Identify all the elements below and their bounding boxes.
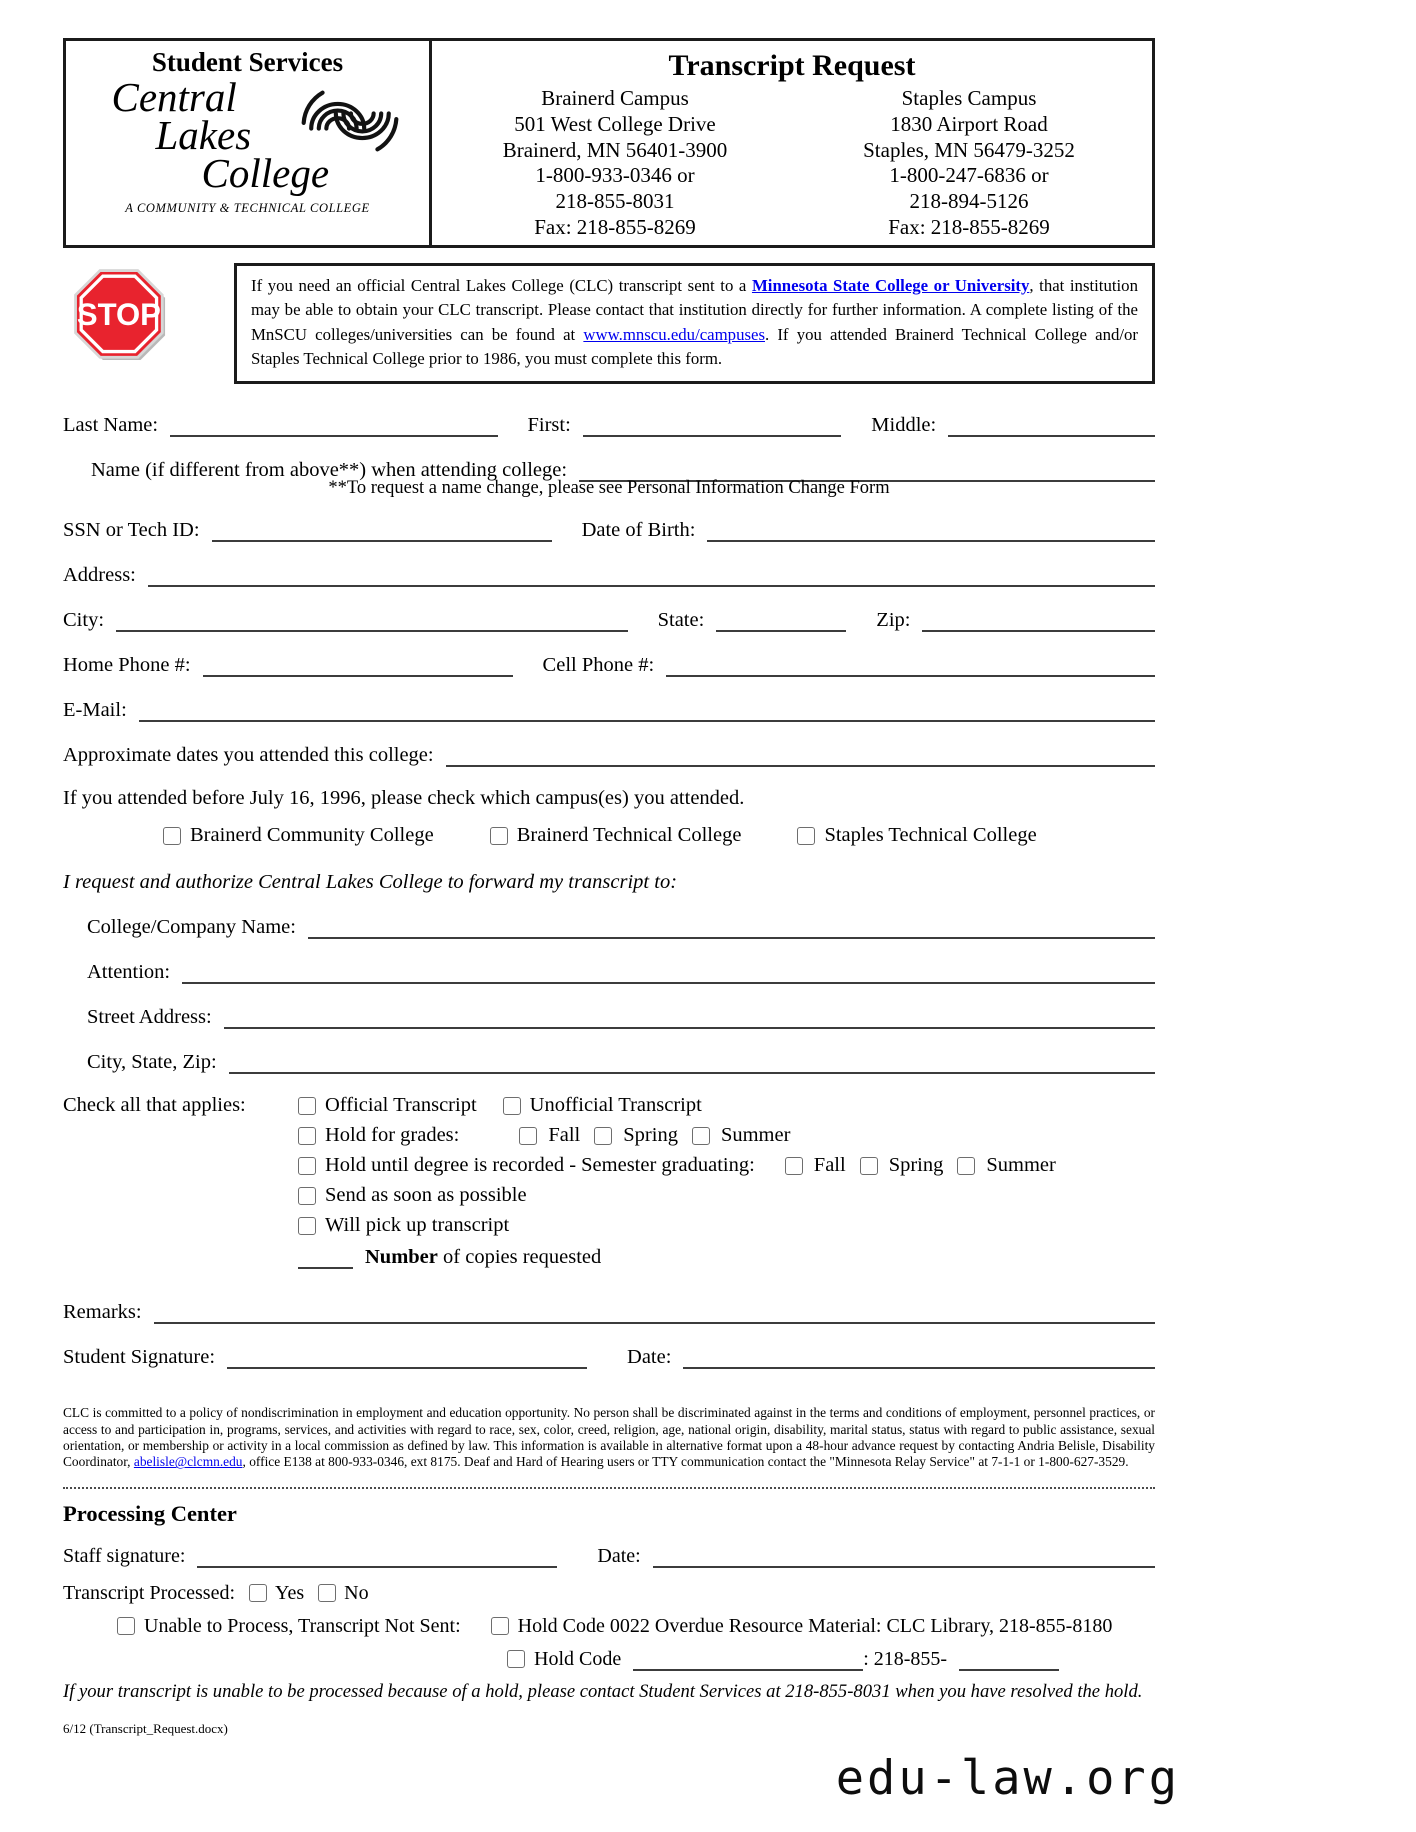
street-address-input-line[interactable] [224,1004,1155,1029]
last-name-input-line[interactable] [170,412,497,437]
transfer-notice-box [234,263,1155,384]
campus-question: If you attended before July 16, 1996, please check which campus(es) you attended. [63,787,745,810]
logo-text-central: Central [111,74,237,120]
name-attending-label: Name (if different from above**) when attending college: [91,459,568,482]
home-phone-input-line[interactable] [203,652,513,677]
checkbox-will-pickup[interactable] [298,1217,316,1235]
checkbox-grades-spring[interactable] [594,1127,612,1145]
email-label: E-Mail: [63,699,127,722]
remarks-label: Remarks: [63,1301,142,1324]
checkbox-degree-spring[interactable] [860,1157,878,1175]
document-id: 6/12 (Transcript_Request.docx) [63,1720,228,1736]
hold-code-label: Hold Code [534,1647,622,1670]
campus-city: Staples, MN 56479-3252 [863,137,1075,162]
dates-attended-input-line[interactable] [446,742,1155,767]
first-name-label: First: [527,414,571,437]
city-state-zip-label: City, State, Zip: [87,1051,217,1074]
state-input-line[interactable] [716,607,846,632]
college-company-input-line[interactable] [308,914,1155,939]
season-label: Spring [623,1124,678,1147]
checkbox-unable-to-process[interactable] [117,1617,135,1635]
campus-phone1: 1-800-247-6836 or [889,163,1049,188]
signature-date-input-line[interactable] [683,1344,1155,1369]
yes-label: Yes [275,1581,305,1604]
form-title: Transcript Request [668,49,916,82]
authorize-statement: I request and authorize Central Lakes College to forward my transcript to: [63,871,678,894]
svg-text:STOP: STOP [76,297,161,333]
hold-0022-label: Hold Code 0022 Overdue Resource Material: CLC Library, 218-855-8180 [517,1614,1113,1637]
transcript-processed-label: Transcript Processed: [63,1581,236,1604]
middle-name-label: Middle: [871,414,937,437]
copies-rest-label: of copies requested [437,1246,602,1269]
checkbox-hold-for-grades[interactable] [298,1127,316,1145]
campus-option-label: Brainerd Community College [190,824,434,847]
checkbox-degree-fall[interactable] [785,1157,803,1175]
option-label: Will pick up transcript [325,1214,510,1237]
campus-name: Brainerd Campus [541,86,689,110]
yarn-knot-icon [298,80,402,162]
checkbox-hold-code[interactable] [507,1650,525,1668]
student-signature-label: Student Signature: [63,1346,216,1369]
middle-name-input-line[interactable] [948,412,1155,437]
campus-phone2: 218-855-8031 [555,189,675,214]
checkbox-processed-yes[interactable] [249,1584,267,1602]
ssn-label: SSN or Tech ID: [63,519,200,542]
copies-count-input-line[interactable] [298,1244,353,1269]
checkbox-brainerd-technical[interactable] [490,827,508,845]
option-label: Official Transcript [325,1094,477,1117]
checkbox-brainerd-community[interactable] [163,827,181,845]
email-input-line[interactable] [139,697,1155,722]
notice-text: , that institution may be able to obtain your CLC transcript. Please contact that institution directly for further information. A complete listing of the MnSCU colleges/universities can be found at [251,275,1138,344]
checkbox-processed-no[interactable] [318,1584,336,1602]
copies-number-bold: Number [365,1246,438,1269]
header-left-cell [66,41,432,245]
processing-center-heading: Processing Center [63,1500,237,1526]
dob-input-line[interactable] [707,517,1155,542]
checkbox-unofficial-transcript[interactable] [503,1097,521,1115]
last-name-label: Last Name: [63,414,159,437]
first-name-input-line[interactable] [583,412,841,437]
staff-signature-label: Staff signature: [63,1544,186,1567]
department-title: Student Services [151,47,344,77]
mnscu-campuses-link[interactable]: www.mnscu.edu/campuses [583,324,765,344]
signature-date-label: Date: [627,1346,672,1369]
attention-input-line[interactable] [182,959,1155,984]
staff-signature-input-line[interactable] [197,1543,557,1568]
document-body [63,38,1155,1737]
college-tagline: A COMMUNITY & TECHNICAL COLLEGE [125,201,370,215]
option-label: Hold for grades: [325,1124,460,1147]
brainerd-campus-info [438,86,792,241]
unable-label: Unable to Process, Transcript Not Sent: [144,1614,461,1637]
campus-phone1: 1-800-933-0346 or [535,163,695,188]
option-label: Unofficial Transcript [529,1094,702,1117]
season-label: Summer [986,1154,1056,1177]
state-label: State: [657,609,705,632]
hold-code-suffix: : 218-855- [863,1647,948,1670]
student-info-section [63,412,1155,1369]
cell-phone-input-line[interactable] [666,652,1155,677]
options-section [63,1094,1155,1269]
staples-campus-info [792,86,1146,241]
checkbox-hold-0022[interactable] [491,1617,509,1635]
home-phone-label: Home Phone #: [63,654,191,677]
legal-text: , office E138 at 800-933-0346, ext 8175. Deaf and Hard of Hearing users or TTY communication contact the "Minnesota Relay Service" at 7-1-1 or 1-800-627-3529. [242,1454,1129,1470]
nondiscrimination-statement [63,1405,1155,1470]
campus-checkbox-group [163,824,1155,847]
dates-attended-label: Approximate dates you attended this college: [63,744,434,767]
college-logo [98,74,398,200]
season-label: Fall [548,1124,581,1147]
hold-note: If your transcript is unable to be processed because of a hold, please contact Student Services at 218-855-8031 when you have resolved the hold. [63,1680,1143,1702]
campus-phone2: 218-894-5126 [909,189,1029,214]
ssn-input-line[interactable] [212,517,552,542]
address-label: Address: [63,564,136,587]
header [63,38,1155,248]
dob-label: Date of Birth: [581,519,696,542]
checkbox-send-asap[interactable] [298,1187,316,1205]
hold-code-input-line[interactable] [633,1646,863,1671]
logo-text-college: College [201,150,330,197]
processing-center-section [63,1501,1155,1737]
campus-name: Staples Campus [901,86,1037,110]
campus-fax: Fax: 218-855-8269 [534,215,696,240]
campus-address: 1830 Airport Road [890,111,1048,136]
option-label: Send as soon as possible [325,1184,527,1207]
city-state-zip-input-line[interactable] [229,1049,1155,1074]
zip-input-line[interactable] [922,607,1155,632]
attention-label: Attention: [87,961,171,984]
season-label: Summer [720,1124,791,1147]
campus-city: Brainerd, MN 56401-3900 [502,137,728,162]
zip-label: Zip: [876,609,911,632]
campus-option-label: Staples Technical College [824,824,1037,847]
student-signature-input-line[interactable] [227,1344,587,1369]
checkbox-hold-until-degree[interactable] [298,1157,316,1175]
stop-notice-section [63,263,1155,384]
city-input-line[interactable] [116,607,628,632]
cell-phone-label: Cell Phone #: [542,654,655,677]
checkbox-degree-summer[interactable] [957,1157,975,1175]
section-divider [63,1487,1155,1489]
edu-law-watermark: edu-law.org [835,1751,1180,1806]
address-input-line[interactable] [148,562,1155,587]
legal-text: CLC is committed to a policy of nondiscrimination in employment and education opportunity. No person shall be discriminated against in the terms and conditions of employment, personnel practices, or access to and participation in, programs, services, and activities with regard to race, sex, color, creed, religion, age, national origin, disability, marital status, status with regard to public assistance, sexual orientation, or membership or activity in a local commission as defined by law. This information is available in alternative format upon a 48-hour advance request by contacting Andria Belisle, Disability Coordinator, [63,1405,1155,1470]
street-address-label: Street Address: [87,1006,212,1029]
logo-text-lakes: Lakes [155,112,252,159]
checkbox-grades-summer[interactable] [692,1127,710,1145]
header-right-cell [432,41,1152,245]
no-label: No [344,1581,369,1604]
mnscu-college-link[interactable]: Minnesota State College or University [751,275,1030,295]
checkbox-staples-technical[interactable] [797,827,815,845]
campus-address: 501 West College Drive [514,111,716,136]
campus-fax: Fax: 218-855-8269 [888,215,1050,240]
remarks-input-line[interactable] [154,1299,1155,1324]
coordinator-email-link[interactable]: abelisle@clcmn.edu [133,1454,243,1470]
check-all-label: Check all that applies: [63,1094,246,1117]
season-label: Spring [888,1154,944,1177]
checkbox-official-transcript[interactable] [298,1097,316,1115]
notice-text: If you need an official Central Lakes College (CLC) transcript sent to a [251,275,752,295]
processing-date-input-line[interactable] [653,1543,1155,1568]
notice-text: . If you attended Brainerd Technical College and/or Staples Technical College prior to 1986, you must complete this form. [251,324,1139,368]
campus-option-label: Brainerd Technical College [516,824,742,847]
option-label: Hold until degree is recorded - Semester graduating: [325,1154,755,1177]
processing-date-label: Date: [597,1544,641,1567]
checkbox-grades-fall[interactable] [519,1127,537,1145]
stop-sign-icon [68,263,166,361]
season-label: Fall [813,1154,846,1177]
college-company-label: College/Company Name: [87,916,296,939]
city-label: City: [63,609,105,632]
name-change-note: **To request a name change, please see Personal Information Change Form [328,478,890,499]
hold-phone-input-line[interactable] [959,1646,1059,1671]
